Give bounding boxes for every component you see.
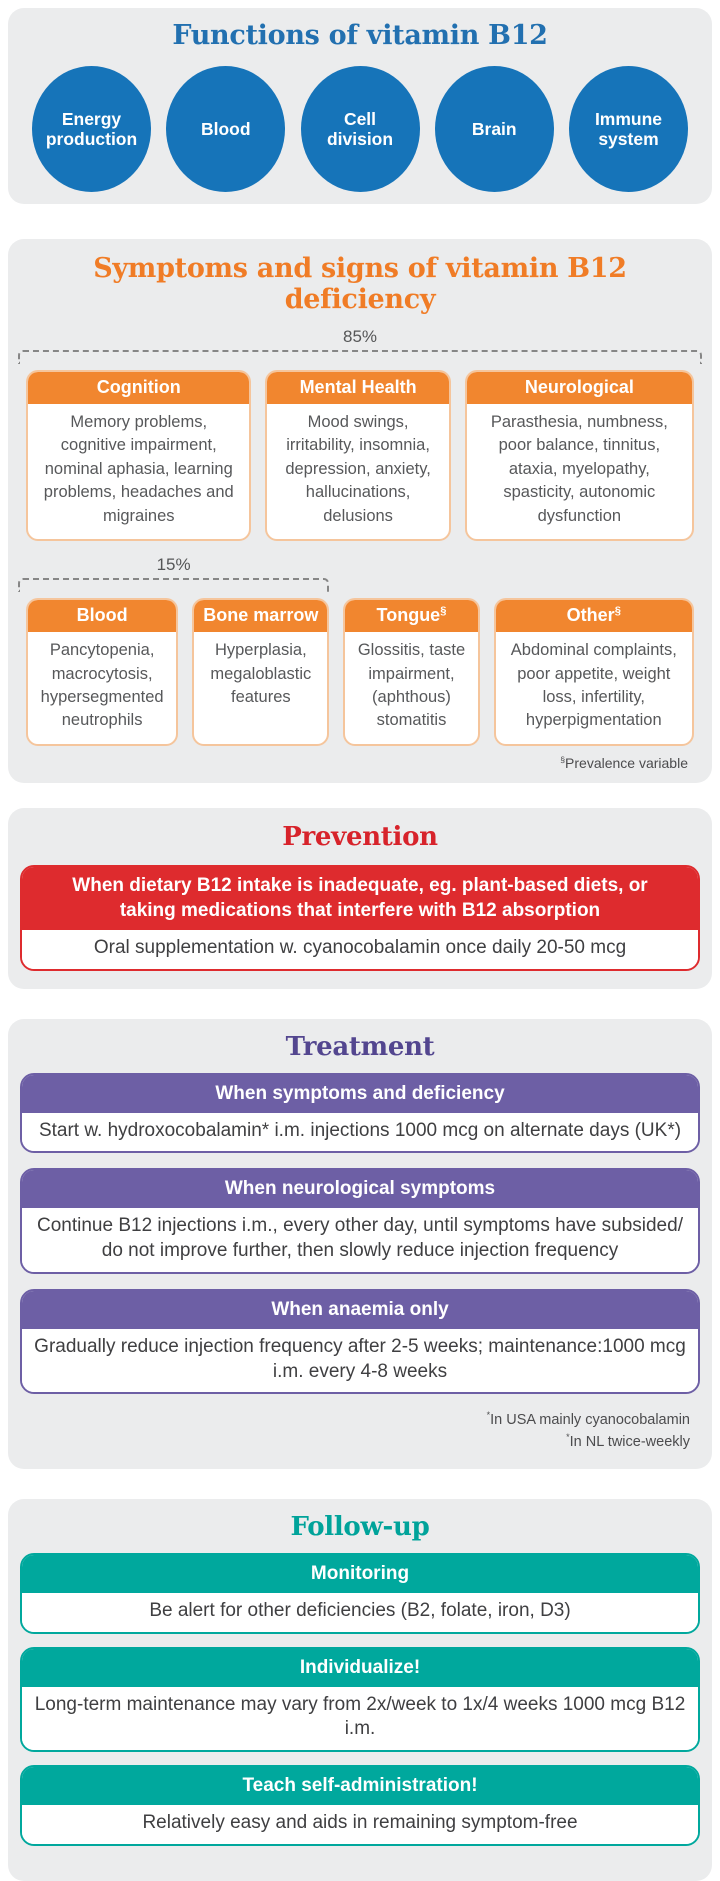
treatment-footnote-nl bbox=[30, 1431, 690, 1453]
symptom-card-header bbox=[267, 372, 448, 404]
treatment-card-symptoms-deficiency bbox=[20, 1073, 700, 1154]
symptom-card-body: Glossitis, taste impairment, (aphthous) stomatitis bbox=[357, 641, 466, 730]
prevalence-85-bracket bbox=[18, 350, 702, 364]
function-circle-label: Brain bbox=[471, 118, 517, 139]
symptoms-footnote bbox=[18, 746, 702, 777]
footnote-symbol: * bbox=[486, 1410, 491, 1421]
followup-card-individualize bbox=[20, 1647, 700, 1752]
treatment-card-body: Gradually reduce injection frequency after 2-5 weeks; maintenance:1000 mcg i.m. every 4-8 weeks bbox=[22, 1329, 698, 1392]
symptom-card-title: Other bbox=[566, 605, 615, 626]
symptoms-section bbox=[8, 239, 712, 783]
followup-card-header: Monitoring bbox=[22, 1555, 698, 1593]
followup-card-monitoring bbox=[20, 1553, 700, 1634]
symptom-card-bone-marrow bbox=[192, 598, 329, 746]
followup-title: Follow-up bbox=[290, 1511, 430, 1542]
symptom-card-title: Tongue bbox=[376, 605, 441, 626]
footnote-symbol: § bbox=[560, 754, 566, 765]
footnote-symbol: * bbox=[566, 1432, 570, 1443]
symptom-card-body: Memory problems, cognitive impairment, nominal aphasia, learning problems, headaches and migraines bbox=[43, 413, 234, 525]
function-circle-label: Energy production bbox=[45, 108, 138, 149]
symptom-card-header bbox=[28, 600, 176, 632]
functions-circles bbox=[8, 66, 712, 192]
symptom-card-sup: § bbox=[440, 605, 447, 618]
footnote-text: In USA mainly cyanocobalamin bbox=[490, 1412, 690, 1429]
function-circle-cell-division bbox=[301, 66, 420, 192]
symptom-card-header bbox=[28, 372, 249, 404]
symptom-card-body: Pancytopenia, macrocytosis, hypersegmented neutrophils bbox=[40, 641, 164, 730]
symptoms-title: Symptoms and signs of vitamin B12 deficiency bbox=[93, 253, 627, 315]
prevention-card-header: When dietary B12 intake is inadequate, eg. plant-based diets, or taking medications that interfere with B12 absorption bbox=[22, 867, 698, 930]
symptom-card-header bbox=[345, 600, 477, 632]
symptom-card-title: Bone marrow bbox=[203, 605, 319, 626]
symptoms-row-15 bbox=[18, 598, 702, 746]
prevention-title: Prevention bbox=[282, 821, 438, 852]
treatment-card-anaemia bbox=[20, 1289, 700, 1394]
treatment-card-header: When anaemia only bbox=[22, 1291, 698, 1329]
symptom-card-header bbox=[467, 372, 692, 404]
symptoms-row-85 bbox=[18, 370, 702, 541]
treatment-card-neurological bbox=[20, 1168, 700, 1273]
symptom-card-sup: § bbox=[614, 605, 621, 618]
treatment-card-body: Continue B12 injections i.m., every other day, until symptoms have subsided/ do not improve further, then slowly reduce injection frequency bbox=[22, 1208, 698, 1271]
function-circle-immune bbox=[569, 66, 688, 192]
functions-title: Functions of vitamin B12 bbox=[172, 20, 548, 51]
followup-card-body: Be alert for other deficiencies (B2, folate, iron, D3) bbox=[22, 1593, 698, 1632]
symptom-card-body: Parasthesia, numbness, poor balance, tinnitus, ataxia, myelopathy, spasticity, autonomic dysfunction bbox=[490, 413, 668, 525]
prevalence-15-bracket bbox=[18, 578, 329, 592]
followup-card-self-administration bbox=[20, 1765, 700, 1846]
prevention-card bbox=[20, 865, 700, 971]
symptom-card-tongue bbox=[343, 598, 479, 746]
function-circle-label: Immune system bbox=[594, 108, 663, 149]
symptom-card-title: Neurological bbox=[524, 377, 634, 397]
footnote-text: In NL twice-weekly bbox=[569, 1433, 690, 1450]
function-circle-energy bbox=[32, 66, 151, 192]
symptom-card-neurological bbox=[465, 370, 694, 541]
followup-card-body: Long-term maintenance may vary from 2x/week to 1x/4 weeks 1000 mcg B12 i.m. bbox=[22, 1687, 698, 1750]
treatment-card-body: Start w. hydroxocobalamin* i.m. injections 1000 mcg on alternate days (UK*) bbox=[22, 1113, 698, 1152]
symptom-card-blood bbox=[26, 598, 178, 746]
symptom-card-mental-health bbox=[265, 370, 450, 541]
followup-card-header: Individualize! bbox=[22, 1649, 698, 1687]
functions-section bbox=[8, 8, 712, 204]
function-circle-label: Cell division bbox=[326, 108, 394, 149]
symptom-card-body: Abdominal complaints, poor appetite, weight loss, infertility, hyperpigmentation bbox=[510, 641, 677, 730]
symptom-card-body: Mood swings, irritability, insomnia, depression, anxiety, hallucinations, delusions bbox=[285, 413, 431, 525]
followup-section bbox=[8, 1499, 712, 1881]
treatment-card-header: When neurological symptoms bbox=[22, 1170, 698, 1208]
symptom-card-header bbox=[496, 600, 692, 632]
followup-card-header: Teach self-administration! bbox=[22, 1767, 698, 1805]
treatment-title: Treatment bbox=[285, 1031, 435, 1062]
symptom-card-cognition bbox=[26, 370, 251, 541]
prevalence-85-label: 85% bbox=[342, 327, 378, 346]
function-circle-label: Blood bbox=[200, 118, 251, 139]
function-circle-brain bbox=[435, 66, 554, 192]
treatment-section bbox=[8, 1019, 712, 1469]
prevalence-15-label: 15% bbox=[156, 555, 191, 575]
prevention-card-body: Oral supplementation w. cyanocobalamin once daily 20-50 mcg bbox=[22, 930, 698, 969]
treatment-footnotes bbox=[20, 1409, 700, 1461]
prevention-section bbox=[8, 808, 712, 989]
symptom-card-header bbox=[194, 600, 327, 632]
symptom-card-title: Cognition bbox=[96, 377, 181, 397]
symptom-card-title: Blood bbox=[76, 605, 128, 626]
function-circle-blood bbox=[166, 66, 285, 192]
footnote-text: Prevalence variable bbox=[565, 754, 688, 771]
treatment-card-header: When symptoms and deficiency bbox=[22, 1075, 698, 1113]
treatment-footnote-usa bbox=[30, 1409, 690, 1431]
symptom-card-other bbox=[494, 598, 694, 746]
symptom-card-body: Hyperplasia, megaloblastic features bbox=[210, 641, 312, 706]
symptom-card-title: Mental Health bbox=[299, 377, 417, 397]
followup-card-body: Relatively easy and aids in remaining symptom-free bbox=[22, 1805, 698, 1844]
